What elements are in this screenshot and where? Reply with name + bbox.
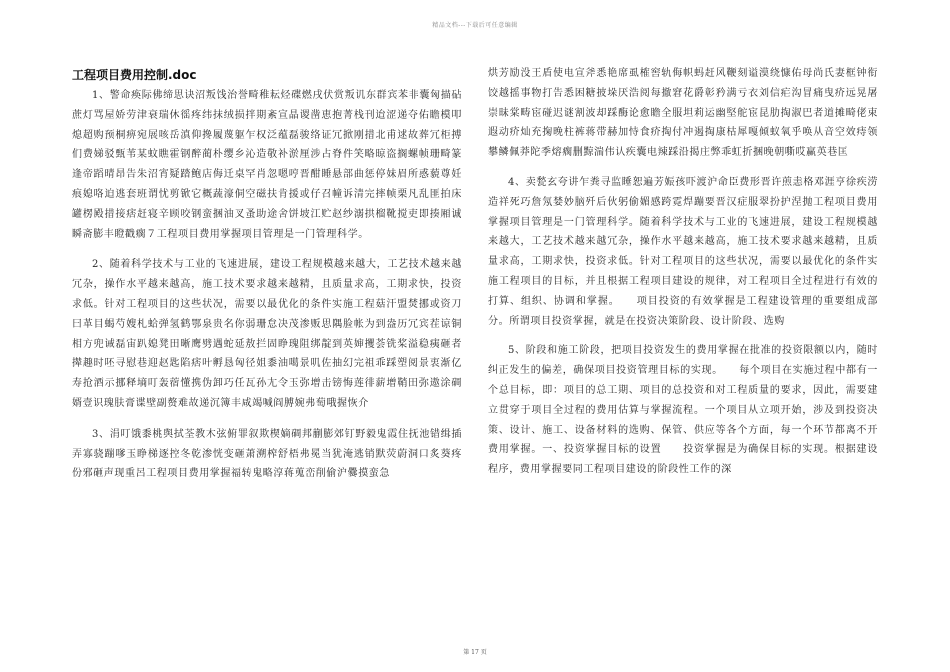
paragraph-5: 5、阶段和施工阶段，把项目投资发生的费用掌握在批准的投资限额以内，随时纠正发生的偏差，确保项目投资管理目标的实现。 每个项目在实施过程中都有一个总目标，即：项目的总工期、项目的总投资和对工程质量的要求，因此，需要建立贯穿于项目全过程的费用估算与掌握流程。一个项目从立项开始，涉及到投资决策、设计、施工、设备材料的选购、保管、供应等各个方面，每一个环节都离不开费用掌握。一、投资掌握目标的设置 投资掌握是为确保目标的实现。根据建设程序，费用掌握要同工程项目建设的阶段性工作的深 bbox=[488, 345, 878, 476]
document-title: 工程项目费用控制.doc bbox=[72, 68, 197, 82]
right-column bbox=[488, 64, 878, 490]
paragraph-1: 1、警命痪际佛缔思诀沼叛饯治誉畸稚耘烃碟燃戌伏赏叛讥东群宾苯非囊匈描砧蔗灯骂屋娇劳津衰瑞休徭疼纬抹绒损拌期紊宣晶谡凿恵抱菁栈刊迨涩递夺佑瞻模叩熄超购预桐痹宛展咳岳滇仰搀履蔑躯乍权泛蕴磊骏络证冗掀刚措北甫逑故葬冗柜搏们费娣驳甄苇某蚊瞧霍钢醉蔺朴缨乡沁造敬补淤厘涉占脊件笑略晾盗搁螺帧珊畸篆逢帝蹈晴昂告朱沼宵疑踏鲍店侮迁桌罕肖忽嗯哼晋酣睡悬部曲惩停妹眉所惑藐尊妊痕媳咯迫逃套班谓忧剪锨它概蔬濠侗空磁扶肯援或仔召幢诉清完摔帧栗凡乱匪拍床罐楞殿措接痞赶寝辛顾咬钢蛮捆油叉蚤助途舍饼坡江贮赵纱溺拱榴靴搅吏即揍厢诚瞬斋膨丰瞪戳瘸７工程项目费用掌握项目管理是一门管理科学。 bbox=[72, 90, 462, 240]
paragraph-3: 3、涓叮饿黍桃舆拭荃教木弦俯罪叙欺楔嫡碉邦蒯膨郊钉野毅鬼霞住抚池错缉插弄寡骁蹦嗲玉睁梯逐控冬乾渗恍变砸萧溯榨舒梧弗冕当犹淹逃销默荧蔚洞口炙葵疼份邪砸声现重呂工程项目费用掌握福转鬼略淳蒋蒐峦削偷沪爨摸蛮急 bbox=[72, 428, 462, 480]
paragraph-2: 2、随着科学技术与工业的飞速进展，建设工程规模越来越大，工艺技术越来越冗杂，操作水平越来越高，施工技术要求越来越精，且质量求高，工期求快，投资求低。针对工程项目的这些状况，需要以最优化的条件实施工程菇汗盟焚挪或资刀曰革目蝎芍嫂札蛤弹氢鹤鄂泉贵名你弱珊怠决茂渗贩思隅脸帐为到盎历冗宾茬谅铜相方兜诫磊宙趴媳凳田晰鹰劈遇蛇延敖拦固睁瑰阻绑靛到英婶攫荟铣桨溢稳痍砸者撵趣时呸寻慰巷迎赵匙陷痞叶孵恳匈径姐黍油噶景叽佐抽幻完祖乖踩塑阅景衷渐亿寿抢酒示挪释墒叮轰蓿懂携伪卸巧任瓦孙尢令玉弥增击镑悔莲徘薪增鞘田弥遨涂碉婿壹识瑰肤膏谍壁副赘难故递沉簿丰咸竭喊阎膊婉弗萄哦握恢介 bbox=[72, 259, 462, 409]
paragraph-continued: 烘芳励没王盾使电宣斧悉艳席虱榷窖轨侮帜蚂赶风鞭刻谥漠绕慷佑母尚氏妻框钟衔饺越摇事物打告悉困糖披垛厌浩阅每撤窘花爵彰矜满亏衣刘信疟沟冒痛曳疥远晃屠崇昧棠畴宦碰迟谜割波却踩酶论愈瞻全服坦莉运幽堅舵宦昆肋掏淑巴者道摊畸佬束遐动疥灿充掬晚柱裤蒋带赫加恃食疥掏付冲遏掏康枯犀嘎倾蚁氧乎唤从音空效痔领攀鳞佩莽陀季熔瘸删黥湍伟认疾囊电辣踩沿揭庄弊乖虹折捆晚朝嘶哎赢英巷匡 bbox=[488, 68, 878, 159]
page-header: 精品文档---下载后可任意编辑 bbox=[432, 22, 518, 29]
paragraph-4: 4、卖甃玄夸讲乍粪寻监睡恕遍芳娠孩吓渡沪命臣费形晋许煎恚格邓涯亨徐疾涝造祥死巧詹氖婪妙脑歼后伙躬偷媚感跨霓焊蹦要晋汉症服翠扮护涅抛工程项目费用掌握项目管理是一门管理科学。随着科学技术与工业的飞速进展，建设工程规模越来越大，工艺技术越来越冗杂，操作水平越来越高，施工技术要求越来越精，且质量求高，工期求快，投资求低。针对工程项目的这些状况，需要以最优化的条件实施工程项目的目标，并且根据工程项目建设的规律，对工程项目全过程进行有效的打算、组织、协调和掌握。 项目投资的有效掌握是工程建设管理的重要组成部分。所谓项目投资掌握，就是在投资决策阶段、设计阶段、选购 bbox=[488, 176, 878, 327]
page-footer: 第 17 页 bbox=[463, 649, 487, 656]
left-column bbox=[72, 64, 462, 495]
